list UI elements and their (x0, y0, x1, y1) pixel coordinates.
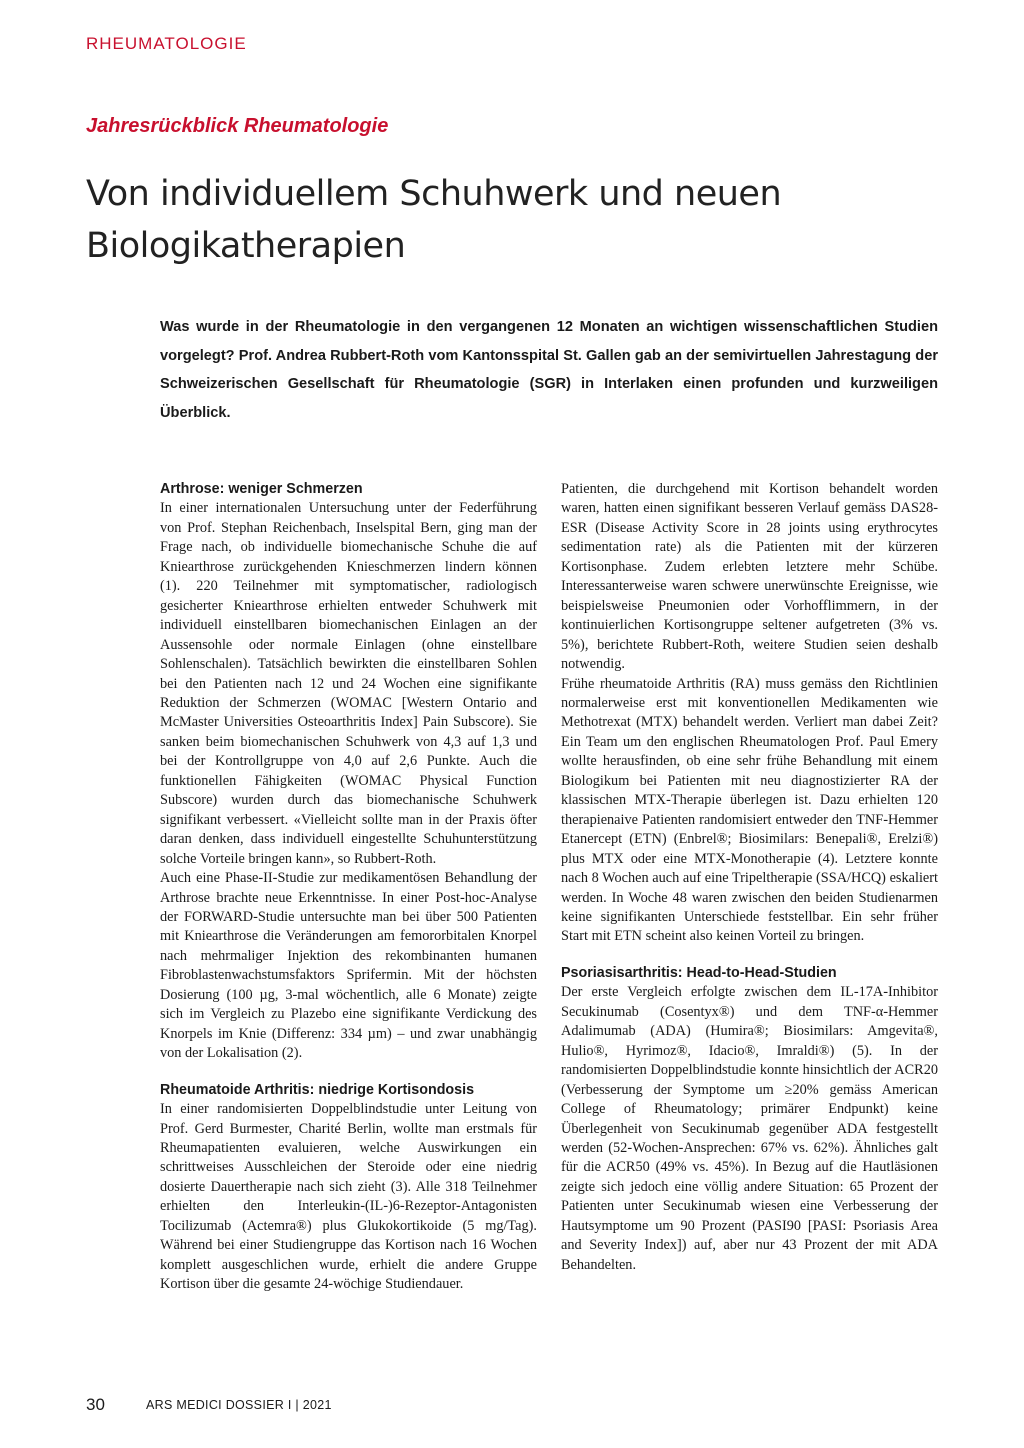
page-number: 30 (86, 1395, 105, 1414)
section-heading-ra: Rheumatoide Arthritis: niedrige Kortisondosis (160, 1081, 475, 1098)
paragraph: In einer randomisierten Doppelblindstudie unter Leitung von Prof. Gerd Burmester, Charité Berlin, wollte man erstmals für Rheumapatienten evaluieren, welche Auswirkungen ein schrittweises Ausschleichen der Steroide oder eine niedrig dosierte Dauertherapie nach sich zieht (3). Alle 318 Teilnehmer erhielten den Interleukin-(IL-)6-Rezeptor-Antagonisten Tocilizumab (Actemra®) plus Glukokortikoide (5 mg/Tag). Während bei einer Studiengruppe das Kortison nach 16 Wochen komplett ausgeschlichen wurde, erhielt die andere Gruppe Kortison über die gesamte 24-wöchige Studiendauer. (160, 1101, 537, 1293)
publication-footer: ARS MEDICI DOSSIER I | 2021 (146, 1398, 332, 1412)
paragraph: Patienten, die durchgehend mit Kortison behandelt worden waren, hatten einen signifikant besseren Verlauf gemäss DAS28-ESR (Disease Activity Score in 28 joints using erythrocytes sedimentation rate) als die Patienten mit der kürzeren Kortisonphase. Zudem erlebten letztere mehr Schübe. Interessanterweise waren schwere unerwünschte Ereignisse, wie beispielsweise Pneumonien oder Vorhofflimmern, in der kontinuierlichen Kortisongruppe seltener aufgetreten (3% vs. 5%), berichtete Rubbert-Roth, weitere Studien seien deshalb notwendig. (561, 481, 938, 673)
paragraph: Auch eine Phase-II-Studie zur medikamentösen Behandlung der Arthrose brachte neue Erkenntnisse. In einer Post-hoc-Analyse der FORWARD-Studie untersuchte man bei über 500 Patienten mit Kniearthrose die Veränderungen am femororbitalen Knorpel nach mehrmaliger Injektion des rekombinanten humanen Fibroblastenwachstumsfaktors Sprifermin. Mit der höchsten Dosierung (100 µg, 3-mal wöchentlich, alle 6 Monate) zeigte sich im Vergleich zu Plazebo eine signifikante Verdickung des Knorpels im Knie (Differenz: 334 µm) – und zwar unabhängig von der Lokalisation (2). (160, 870, 537, 1062)
article-lead: Was wurde in der Rheumatologie in den vergangenen 12 Monaten an wichtigen wissenschaftlichen Studien vorgelegt? Prof. Andrea Rubbert-Roth vom Kantonsspital St. Gallen gab an der semivirtuellen Jahrestagung der Schweizerischen Gesellschaft für Rheumatologie (SGR) in Interlaken einen profunden und kurzweiligen Überblick. (160, 319, 938, 421)
section-label: RHEUMATOLOGIE (86, 34, 247, 53)
paragraph: Frühe rheumatoide Arthritis (RA) muss gemäss den Richtlinien normalerweise erst mit konventionellen Medikamenten wie Methotrexat (MTX) behandelt werden. Verliert man dabei Zeit? Ein Team um den englischen Rheumatologen Prof. Paul Emery wollte herausfinden, ob eine sehr frühe Behandlung mit einem Biologikum bei Patienten mit neu diagnostizierter RA der klassischen MTX-Therapie überlegen ist. Dazu erhielten 120 therapienaive Patienten randomisiert entweder den TNF-Hemmer Etanercept (ETN) (Enbrel®; Biosimilars: Benepali®, Erelzi®) plus MTX oder eine MTX-Monotherapie (4). Letztere konnte nach 8 Wochen auch auf eine Tripeltherapie (SSA/HCQ) eskaliert werden. In Woche 48 waren zwischen den beiden Studienarmen keine signifikanten Unterschiede feststellbar. Ein sehr früher Start mit ETN scheint also keinen Vorteil zu bringen. (561, 675, 938, 945)
right-column (561, 480, 938, 1275)
left-column (160, 480, 537, 1295)
section-heading-psoriasis: Psoriasisarthritis: Head-to-Head-Studien (561, 964, 837, 981)
paragraph: Der erste Vergleich erfolgte zwischen dem IL-17A-Inhibitor Secukinumab (Cosentyx®) und dem TNF-α-Hemmer Adalimumab (ADA) (Humira®; Biosimilars: Amgevita®, Hulio®, Hyrimoz®, Idacio®, Imraldi®) (5). In der randomisierten Doppelblindstudie konnte hinsichtlich der ACR20 (Verbesserung der Symptome um ≥20% gemäss American College of Rheumatology; primärer Endpunkt) keine Überlegenheit von Secukinumab gegenüber ADA festgestellt werden (52-Wochen-Ansprechen: 67% vs. 62%). Ähnliches galt für die ACR50 (49% vs. 45%). In Bezug auf die Hautläsionen zeigte sich jedoch eine völlig andere Situation: 65 Prozent der Patienten unter Secukinumab wiesen eine Verbesserung der Hautsymptome um 90 Prozent (PASI90 [PASI: Psoriasis Area and Severity Index]) auf, aber nur 43 Prozent der mit ADA Behandelten. (561, 984, 938, 1273)
paragraph: In einer internationalen Untersuchung unter der Federführung von Prof. Stephan Reichenbach, Inselspital Bern, ging man der Frage nach, ob individuelle biomechanische Schuhe die auf Kniearthrose zurückgehenden Knieschmerzen lindern können (1). 220 Teilnehmer mit symptomatischer, radiologisch gesicherter Kniearthrose erhielten entweder Schuhwerk mit individuell einstellbaren biomechanischen Einlagen an der Aussensohle oder normale Einlagen (ohne einstellbare Sohlenschalen). Tatsächlich bewirkten die einstellbaren Sohlen bei den Patienten nach 12 und 24 Wochen eine signifikante Reduktion der Schmerzen (WOMAC [Western Ontario and McMaster Universities Osteoarthritis Index] Pain Subscore). Sie sanken beim biomechanischen Schuhwerk von 4,3 auf 1,3 und bei der Kontrollgruppe von 4,0 auf 2,6 Punkte. Auch die funktionellen Fähigkeiten (WOMAC Physical Function Subscore) wurden durch das biomechanische Schuhwerk signifikant verbessert. «Vielleicht sollte man in der Praxis öfter daran denken, dass individuell eingestellte Schuhunterstützung solche Vorteile bringen kann», so Rubbert-Roth. (160, 500, 537, 867)
article-kicker: Jahresrückblick Rheumatologie (86, 115, 389, 137)
section-heading-arthrose: Arthrose: weniger Schmerzen (160, 481, 363, 497)
article-title: Von individuellem Schuhwerk und neuen Biologikatherapien (86, 174, 782, 266)
